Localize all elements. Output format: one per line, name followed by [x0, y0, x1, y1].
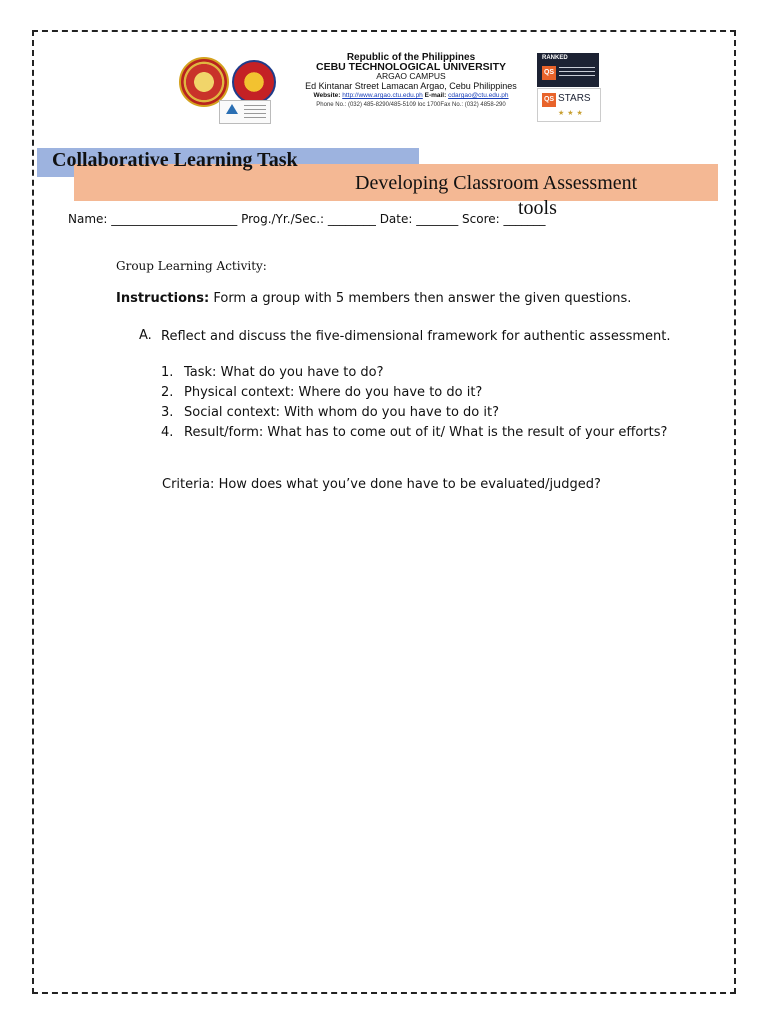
- list-item: 2. Physical context: Where do you have to do it?: [161, 385, 483, 400]
- list-item: 1. Task: What do you have to do?: [161, 365, 384, 380]
- qs-ranked-badge: RANKED QS: [537, 53, 599, 87]
- instructions: [116, 291, 631, 306]
- list-item: 4. Result/form: What has to come out of it/ What is the result of your efforts?: [161, 425, 668, 440]
- letterhead: [276, 53, 546, 110]
- iso-certification-badge: [219, 100, 271, 124]
- instructions-label: Instructions:: [116, 291, 210, 306]
- student-info-line: Name: _____________________ Prog./Yr./Sec.: ________ Date: _______ Score: _______: [68, 212, 546, 226]
- university-name: CEBU TECHNOLOGICAL UNIVERSITY: [316, 60, 506, 73]
- qs-logo-icon: QS: [542, 93, 556, 107]
- group-activity-heading: Group Learning Activity:: [116, 259, 267, 273]
- item-a-text: Reflect and discuss the five-dimensional framework for authentic assessment.: [161, 329, 671, 344]
- contact-line: Website: http://www.argao.ctu.edu.ph E-mail: cdargao@ctu.edu.ph: [313, 92, 509, 99]
- asean-logo: [232, 60, 276, 104]
- criteria-text: Criteria: How does what you’ve done have to be evaluated/judged?: [162, 477, 601, 492]
- email-link[interactable]: cdargao@ctu.edu.ph: [448, 92, 509, 99]
- star-rating-icons: ★★★: [558, 110, 586, 117]
- website-link[interactable]: http://www.argao.ctu.edu.ph: [342, 92, 423, 99]
- instructions-text: Form a group with 5 members then answer the given questions.: [209, 291, 632, 306]
- phone-line: Phone No.: (032) 485-8290/485-5109 loc 1700Fax No.: (032) 4858-290: [316, 101, 506, 108]
- address: Ed Kintanar Street Lamacan Argao, Cebu Philippines: [305, 80, 517, 91]
- framework-list: [161, 363, 681, 443]
- task-subtitle-line2: tools: [518, 197, 557, 219]
- triangle-icon: [226, 104, 238, 114]
- campus-name: ARGAO CAMPUS: [376, 71, 446, 81]
- list-item: 3. Social context: With whom do you have to do it?: [161, 405, 499, 420]
- task-subtitle-line1: Developing Classroom Assessment: [355, 172, 638, 194]
- qs-stars-badge: QS STARS ★★★: [537, 88, 601, 122]
- item-a-marker: A.: [139, 328, 152, 343]
- qs-logo-icon: QS: [542, 66, 556, 80]
- republic-line: Republic of the Philippines: [346, 52, 476, 63]
- task-title: Collaborative Learning Task: [52, 149, 298, 171]
